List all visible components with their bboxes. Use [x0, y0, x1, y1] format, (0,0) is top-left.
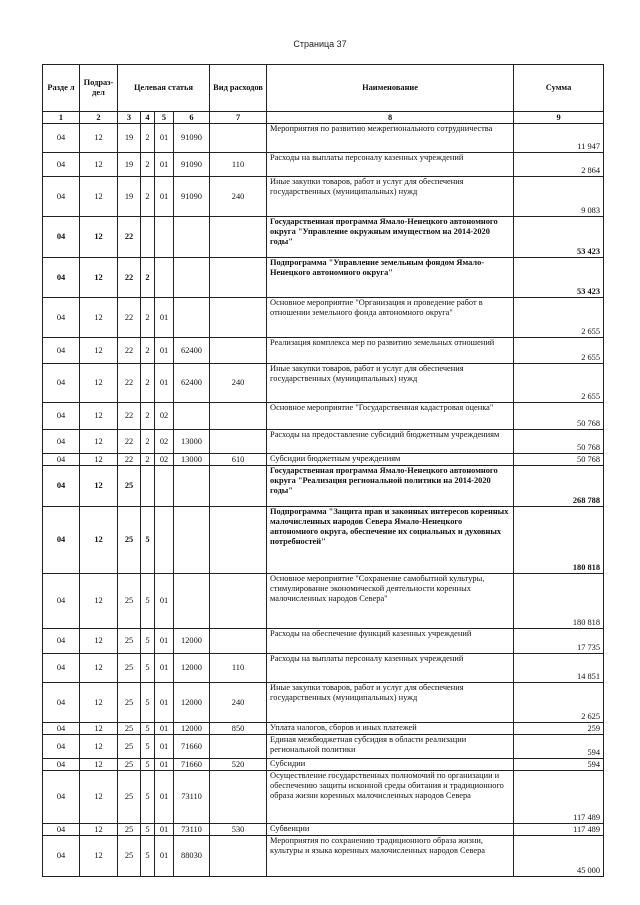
header-sum: Сумма — [514, 65, 604, 112]
sum-cell: 268 788 — [514, 466, 604, 507]
direction-code-cell: 91090 — [174, 153, 210, 177]
podrazdel-cell: 12 — [80, 364, 118, 403]
razdel-cell: 04 — [43, 836, 80, 877]
program-code-cell: 25 — [118, 824, 141, 836]
event-code-cell — [155, 507, 174, 574]
direction-code-cell: 88030 — [174, 836, 210, 877]
subprogram-code-cell: 5 — [141, 507, 155, 574]
name-cell: Государственная программа Ямало-Ненецкого автономного округа "Реализация региональной политики на 2014-2020 годы" — [267, 466, 514, 507]
program-code-cell: 25 — [118, 771, 141, 824]
subprogram-code-cell: 5 — [141, 723, 155, 735]
razdel-cell: 04 — [43, 454, 80, 466]
table-row — [43, 759, 604, 771]
razdel-cell: 04 — [43, 683, 80, 723]
podrazdel-cell: 12 — [80, 298, 118, 338]
podrazdel-cell: 12 — [80, 759, 118, 771]
table-row — [43, 654, 604, 683]
name-cell: Государственная программа Ямало-Ненецкого автономного округа "Управление окружным имуществом на 2014-2020 годы" — [267, 217, 514, 258]
expense-type-cell — [210, 338, 267, 364]
column-number-row — [43, 112, 604, 124]
table-row — [43, 403, 604, 430]
program-code-cell: 22 — [118, 338, 141, 364]
table-row — [43, 574, 604, 629]
event-code-cell — [155, 466, 174, 507]
program-code-cell: 25 — [118, 629, 141, 654]
name-cell: Мероприятия по развитию межрегионального сотрудничества — [267, 124, 514, 153]
subprogram-code-cell: 5 — [141, 824, 155, 836]
razdel-cell: 04 — [43, 177, 80, 217]
header-name: Наименование — [267, 65, 514, 112]
podrazdel-cell: 12 — [80, 629, 118, 654]
razdel-cell: 04 — [43, 723, 80, 735]
table-row — [43, 454, 604, 466]
table-row — [43, 298, 604, 338]
sum-cell: 2 655 — [514, 298, 604, 338]
program-code-cell: 25 — [118, 836, 141, 877]
name-cell: Расходы на выплаты персоналу казенных учреждений — [267, 153, 514, 177]
name-cell: Расходы на предоставление субсидий бюджетным учреждениям — [267, 430, 514, 454]
direction-code-cell: 73110 — [174, 824, 210, 836]
column-number: 4 — [141, 112, 155, 124]
sum-cell: 11 947 — [514, 124, 604, 153]
expense-type-cell — [210, 574, 267, 629]
razdel-cell: 04 — [43, 759, 80, 771]
table-row — [43, 723, 604, 735]
direction-code-cell: 62400 — [174, 338, 210, 364]
razdel-cell: 04 — [43, 466, 80, 507]
program-code-cell: 25 — [118, 759, 141, 771]
expense-type-cell — [210, 217, 267, 258]
razdel-cell: 04 — [43, 574, 80, 629]
sum-cell: 53 423 — [514, 217, 604, 258]
program-code-cell: 25 — [118, 683, 141, 723]
expense-type-cell: 110 — [210, 153, 267, 177]
direction-code-cell: 71660 — [174, 735, 210, 759]
program-code-cell: 25 — [118, 654, 141, 683]
name-cell: Реализация комплекса мер по развитию земельных отношений — [267, 338, 514, 364]
table-row — [43, 466, 604, 507]
name-cell: Расходы на выплаты персоналу казенных учреждений — [267, 654, 514, 683]
program-code-cell: 22 — [118, 364, 141, 403]
column-number: 1 — [43, 112, 80, 124]
program-code-cell: 25 — [118, 574, 141, 629]
event-code-cell: 01 — [155, 338, 174, 364]
direction-code-cell: 12000 — [174, 683, 210, 723]
program-code-cell: 25 — [118, 507, 141, 574]
expense-type-cell — [210, 507, 267, 574]
column-number: 5 — [155, 112, 174, 124]
event-code-cell: 01 — [155, 629, 174, 654]
subprogram-code-cell: 5 — [141, 574, 155, 629]
name-cell: Основное мероприятие "Организация и проведение работ в отношении земельного фонда автономного округа" — [267, 298, 514, 338]
table-row — [43, 430, 604, 454]
podrazdel-cell: 12 — [80, 723, 118, 735]
podrazdel-cell: 12 — [80, 177, 118, 217]
podrazdel-cell: 12 — [80, 258, 118, 298]
podrazdel-cell: 12 — [80, 466, 118, 507]
name-cell: Подпрограмма "Защита прав и законных интересов коренных малочисленных народов Севера Ямало-Ненецкого автономного округа, обеспечение их социальных и духовных потребностей" — [267, 507, 514, 574]
podrazdel-cell: 12 — [80, 403, 118, 430]
podrazdel-cell: 12 — [80, 507, 118, 574]
razdel-cell: 04 — [43, 298, 80, 338]
subprogram-code-cell: 2 — [141, 430, 155, 454]
expense-type-cell — [210, 258, 267, 298]
header-podrazdel: Подраз- дел — [80, 65, 118, 112]
event-code-cell: 01 — [155, 298, 174, 338]
expense-type-cell: 240 — [210, 177, 267, 217]
event-code-cell: 01 — [155, 654, 174, 683]
sum-cell: 9 083 — [514, 177, 604, 217]
direction-code-cell — [174, 574, 210, 629]
expense-type-cell — [210, 735, 267, 759]
expense-type-cell — [210, 124, 267, 153]
header-target-article: Целевая статья — [118, 65, 210, 112]
razdel-cell: 04 — [43, 771, 80, 824]
expense-type-cell: 110 — [210, 654, 267, 683]
name-cell: Осуществление государственных полномочий по организации и обеспечению защиты исконной среды обитания и традиционного образа жизни коренных малочисленных народов Севера — [267, 771, 514, 824]
event-code-cell: 01 — [155, 177, 174, 217]
expense-type-cell: 520 — [210, 759, 267, 771]
expense-type-cell — [210, 629, 267, 654]
subprogram-code-cell: 5 — [141, 771, 155, 824]
sum-cell: 50 768 — [514, 454, 604, 466]
subprogram-code-cell: 2 — [141, 258, 155, 298]
program-code-cell: 19 — [118, 153, 141, 177]
podrazdel-cell: 12 — [80, 654, 118, 683]
program-code-cell: 19 — [118, 124, 141, 153]
razdel-cell: 04 — [43, 735, 80, 759]
subprogram-code-cell: 2 — [141, 298, 155, 338]
sum-cell: 594 — [514, 735, 604, 759]
direction-code-cell: 13000 — [174, 454, 210, 466]
program-code-cell: 22 — [118, 430, 141, 454]
event-code-cell: 01 — [155, 683, 174, 723]
subprogram-code-cell: 5 — [141, 683, 155, 723]
razdel-cell: 04 — [43, 124, 80, 153]
sum-cell: 50 768 — [514, 430, 604, 454]
subprogram-code-cell: 2 — [141, 124, 155, 153]
razdel-cell: 04 — [43, 258, 80, 298]
expense-type-cell: 240 — [210, 683, 267, 723]
header-row — [43, 65, 604, 112]
podrazdel-cell: 12 — [80, 574, 118, 629]
razdel-cell: 04 — [43, 654, 80, 683]
program-code-cell: 25 — [118, 723, 141, 735]
event-code-cell: 01 — [155, 824, 174, 836]
name-cell: Мероприятия по сохранению традиционного образа жизни, культуры и языка коренных малочисленных народов Севера — [267, 836, 514, 877]
event-code-cell: 01 — [155, 771, 174, 824]
expense-type-cell: 530 — [210, 824, 267, 836]
sum-cell: 117 489 — [514, 771, 604, 824]
column-number: 8 — [267, 112, 514, 124]
event-code-cell: 02 — [155, 454, 174, 466]
direction-code-cell — [174, 403, 210, 430]
direction-code-cell: 73110 — [174, 771, 210, 824]
name-cell: Расходы на обеспечение функций казенных учреждений — [267, 629, 514, 654]
name-cell: Иные закупки товаров, работ и услуг для обеспечения государственных (муниципальных) нужд — [267, 683, 514, 723]
podrazdel-cell: 12 — [80, 430, 118, 454]
direction-code-cell — [174, 217, 210, 258]
razdel-cell: 04 — [43, 153, 80, 177]
name-cell: Единая межбюджетная субсидия в области реализации региональной политики — [267, 735, 514, 759]
sum-cell: 180 818 — [514, 574, 604, 629]
expense-type-cell — [210, 836, 267, 877]
table-row — [43, 824, 604, 836]
subprogram-code-cell: 2 — [141, 177, 155, 217]
table-row — [43, 735, 604, 759]
event-code-cell: 01 — [155, 836, 174, 877]
table-row — [43, 217, 604, 258]
podrazdel-cell: 12 — [80, 836, 118, 877]
column-number: 6 — [174, 112, 210, 124]
direction-code-cell: 13000 — [174, 430, 210, 454]
table-row — [43, 836, 604, 877]
name-cell: Подпрограмма "Управление земельным фондом Ямало-Ненецкого автономного округа" — [267, 258, 514, 298]
column-number: 2 — [80, 112, 118, 124]
event-code-cell: 01 — [155, 723, 174, 735]
table-row — [43, 177, 604, 217]
direction-code-cell — [174, 466, 210, 507]
direction-code-cell: 71660 — [174, 759, 210, 771]
podrazdel-cell: 12 — [80, 153, 118, 177]
podrazdel-cell: 12 — [80, 338, 118, 364]
subprogram-code-cell — [141, 466, 155, 507]
sum-cell: 594 — [514, 759, 604, 771]
event-code-cell — [155, 217, 174, 258]
column-number: 3 — [118, 112, 141, 124]
event-code-cell: 01 — [155, 574, 174, 629]
table-row — [43, 258, 604, 298]
event-code-cell: 01 — [155, 364, 174, 403]
razdel-cell: 04 — [43, 629, 80, 654]
budget-table — [42, 64, 604, 877]
direction-code-cell: 91090 — [174, 124, 210, 153]
podrazdel-cell: 12 — [80, 683, 118, 723]
name-cell: Уплата налогов, сборов и иных платежей — [267, 723, 514, 735]
name-cell: Основное мероприятие "Сохранение самобытной культуры, стимулирование экономической деятельности коренных малочисленных народов Севера" — [267, 574, 514, 629]
name-cell: Иные закупки товаров, работ и услуг для обеспечения государственных (муниципальных) нужд — [267, 364, 514, 403]
subprogram-code-cell: 5 — [141, 735, 155, 759]
subprogram-code-cell: 5 — [141, 654, 155, 683]
razdel-cell: 04 — [43, 364, 80, 403]
program-code-cell: 22 — [118, 403, 141, 430]
event-code-cell — [155, 258, 174, 298]
podrazdel-cell: 12 — [80, 735, 118, 759]
sum-cell: 17 735 — [514, 629, 604, 654]
razdel-cell: 04 — [43, 507, 80, 574]
column-number: 9 — [514, 112, 604, 124]
table-row — [43, 629, 604, 654]
program-code-cell: 25 — [118, 466, 141, 507]
subprogram-code-cell: 5 — [141, 629, 155, 654]
subprogram-code-cell: 5 — [141, 836, 155, 877]
event-code-cell: 01 — [155, 153, 174, 177]
subprogram-code-cell — [141, 217, 155, 258]
razdel-cell: 04 — [43, 338, 80, 364]
podrazdel-cell: 12 — [80, 824, 118, 836]
sum-cell: 180 818 — [514, 507, 604, 574]
name-cell: Субсидии бюджетным учреждениям — [267, 454, 514, 466]
column-number: 7 — [210, 112, 267, 124]
expense-type-cell: 240 — [210, 364, 267, 403]
name-cell: Субвенции — [267, 824, 514, 836]
program-code-cell: 22 — [118, 258, 141, 298]
event-code-cell: 02 — [155, 430, 174, 454]
razdel-cell: 04 — [43, 217, 80, 258]
subprogram-code-cell: 2 — [141, 403, 155, 430]
subprogram-code-cell: 2 — [141, 454, 155, 466]
event-code-cell: 01 — [155, 759, 174, 771]
subprogram-code-cell: 2 — [141, 153, 155, 177]
podrazdel-cell: 12 — [80, 454, 118, 466]
name-cell: Иные закупки товаров, работ и услуг для обеспечения государственных (муниципальных) нужд — [267, 177, 514, 217]
podrazdel-cell: 12 — [80, 124, 118, 153]
table-row — [43, 153, 604, 177]
table-row — [43, 507, 604, 574]
subprogram-code-cell: 2 — [141, 338, 155, 364]
expense-type-cell — [210, 771, 267, 824]
direction-code-cell — [174, 507, 210, 574]
sum-cell: 14 851 — [514, 654, 604, 683]
program-code-cell: 22 — [118, 454, 141, 466]
sum-cell: 50 768 — [514, 403, 604, 430]
event-code-cell: 01 — [155, 124, 174, 153]
direction-code-cell: 91090 — [174, 177, 210, 217]
direction-code-cell: 12000 — [174, 629, 210, 654]
header-vid-raskhodov: Вид расходов — [210, 65, 267, 112]
event-code-cell: 02 — [155, 403, 174, 430]
name-cell: Основное мероприятие "Государственная кадастровая оценка" — [267, 403, 514, 430]
expense-type-cell: 850 — [210, 723, 267, 735]
page-label: Страница 37 — [293, 39, 347, 49]
razdel-cell: 04 — [43, 430, 80, 454]
table-body — [43, 124, 604, 877]
sum-cell: 2 864 — [514, 153, 604, 177]
table-row — [43, 683, 604, 723]
table-row — [43, 364, 604, 403]
expense-type-cell — [210, 403, 267, 430]
program-code-cell: 22 — [118, 217, 141, 258]
direction-code-cell — [174, 258, 210, 298]
table-row — [43, 771, 604, 824]
expense-type-cell — [210, 430, 267, 454]
direction-code-cell: 62400 — [174, 364, 210, 403]
table-row — [43, 338, 604, 364]
direction-code-cell: 12000 — [174, 723, 210, 735]
subprogram-code-cell: 5 — [141, 759, 155, 771]
program-code-cell: 22 — [118, 298, 141, 338]
event-code-cell: 01 — [155, 735, 174, 759]
razdel-cell: 04 — [43, 403, 80, 430]
expense-type-cell — [210, 298, 267, 338]
sum-cell: 2 625 — [514, 683, 604, 723]
expense-type-cell — [210, 466, 267, 507]
sum-cell: 259 — [514, 723, 604, 735]
expense-type-cell: 610 — [210, 454, 267, 466]
name-cell: Субсидии — [267, 759, 514, 771]
program-code-cell: 25 — [118, 735, 141, 759]
subprogram-code-cell: 2 — [141, 364, 155, 403]
razdel-cell: 04 — [43, 824, 80, 836]
table-row — [43, 124, 604, 153]
header-razdel: Разде л — [43, 65, 80, 112]
podrazdel-cell: 12 — [80, 771, 118, 824]
direction-code-cell — [174, 298, 210, 338]
direction-code-cell: 12000 — [174, 654, 210, 683]
sum-cell: 2 655 — [514, 364, 604, 403]
sum-cell: 45 000 — [514, 836, 604, 877]
program-code-cell: 19 — [118, 177, 141, 217]
podrazdel-cell: 12 — [80, 217, 118, 258]
sum-cell: 117 489 — [514, 824, 604, 836]
sum-cell: 53 423 — [514, 258, 604, 298]
sum-cell: 2 655 — [514, 338, 604, 364]
